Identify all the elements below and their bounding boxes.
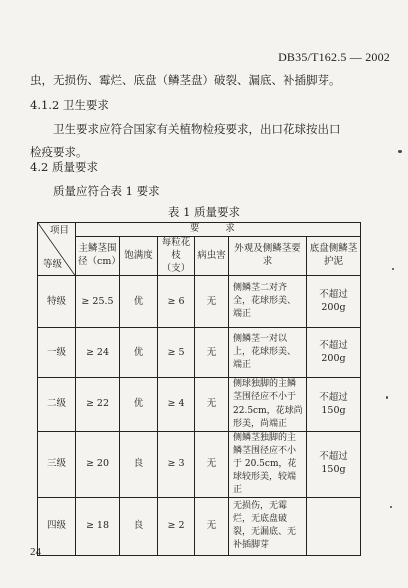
column-header: 外观及侧鳞茎要求 [229, 237, 307, 276]
pests-cell: 无 [195, 378, 229, 431]
mud-cell [307, 497, 361, 555]
table-row [38, 276, 361, 328]
pests-cell: 无 [195, 431, 229, 497]
column-header: 病虫害 [195, 237, 229, 276]
scan-speck [398, 150, 402, 153]
fullness-cell: 优 [120, 328, 158, 378]
grade-cell: 二级 [38, 378, 76, 431]
appearance-cell: 侧球独脚的主鳞茎围径应不小于 22.5cm，花球尚形美，尚端正 [229, 378, 307, 431]
stems-cell: ≥ 4 [158, 378, 195, 431]
column-header: 每粒花枝（支） [158, 237, 195, 276]
table-header-row [38, 223, 361, 237]
stems-cell: ≥ 6 [158, 276, 195, 328]
scan-speck [386, 396, 388, 399]
mud-cell: 不超过150g [307, 378, 361, 431]
corner-header-cell [38, 223, 76, 276]
grade-cell: 一级 [38, 328, 76, 378]
table-row [38, 378, 361, 431]
requirements-header: 要 求 [76, 223, 361, 237]
girth-cell: ≥ 18 [76, 497, 120, 555]
appearance-cell: 侧鳞茎二对齐全，花球形美、端正 [229, 276, 307, 328]
column-header: 饱满度 [120, 237, 158, 276]
hygiene-text-line2: 检疫要求。 [30, 145, 88, 159]
stems-cell: ≥ 2 [158, 497, 195, 555]
fullness-cell: 优 [120, 378, 158, 431]
appearance-cell: 无损伤，无霉烂，无底盘破裂，无漏底、无补插脚芽 [229, 497, 307, 555]
pests-cell: 无 [195, 497, 229, 555]
hygiene-text-line1: 卫生要求应符合国家有关植物检疫要求，出口花球按出口 [53, 122, 341, 136]
section-heading-hygiene: 4.1.2 卫生要求 [30, 98, 109, 112]
girth-cell: ≥ 22 [76, 378, 120, 431]
scan-speck [390, 506, 392, 508]
section-heading-quality: 4.2 质量要求 [30, 160, 98, 174]
table-row [38, 431, 361, 497]
continued-text: 虫，无损伤、霉烂、底盘（鳞茎盘）破裂、漏底、补插脚芽。 [30, 73, 341, 87]
grade-cell: 三级 [38, 431, 76, 497]
stems-cell: ≥ 3 [158, 431, 195, 497]
column-header-row [38, 237, 361, 276]
standard-code: DB35/T162.5 — 2002 [278, 50, 390, 64]
column-header: 底盘侧鳞茎护泥 [307, 237, 361, 276]
table-caption: 表 1 质量要求 [167, 205, 241, 219]
girth-cell: ≥ 25.5 [76, 276, 120, 328]
quality-table [37, 222, 361, 556]
mud-cell: 不超过200g [307, 276, 361, 328]
fullness-cell: 良 [120, 497, 158, 555]
column-header: 主鳞茎围径（cm） [76, 237, 120, 276]
mud-cell: 不超过150g [307, 431, 361, 497]
girth-cell: ≥ 24 [76, 328, 120, 378]
quality-intro-text: 质量应符合表 1 要求 [53, 184, 160, 198]
appearance-cell: 侧鳞茎独脚的主鳞茎围径应不小于 20.5cm，花球较形美，较端正 [229, 431, 307, 497]
pests-cell: 无 [195, 276, 229, 328]
mud-cell: 不超过200g [307, 328, 361, 378]
scan-speck [392, 268, 394, 270]
table-row [38, 497, 361, 555]
corner-label-grade: 等级 [43, 258, 63, 270]
table-row [38, 328, 361, 378]
pests-cell: 无 [195, 328, 229, 378]
fullness-cell: 优 [120, 276, 158, 328]
corner-label-item: 项目 [49, 225, 69, 236]
fullness-cell: 良 [120, 431, 158, 497]
stems-cell: ≥ 5 [158, 328, 195, 378]
appearance-cell: 侧鳞茎一对以上，花球形美、端正 [229, 328, 307, 378]
girth-cell: ≥ 20 [76, 431, 120, 497]
grade-cell: 四级 [38, 497, 76, 555]
page-number: 24 [30, 546, 41, 558]
grade-cell: 特级 [38, 276, 76, 328]
